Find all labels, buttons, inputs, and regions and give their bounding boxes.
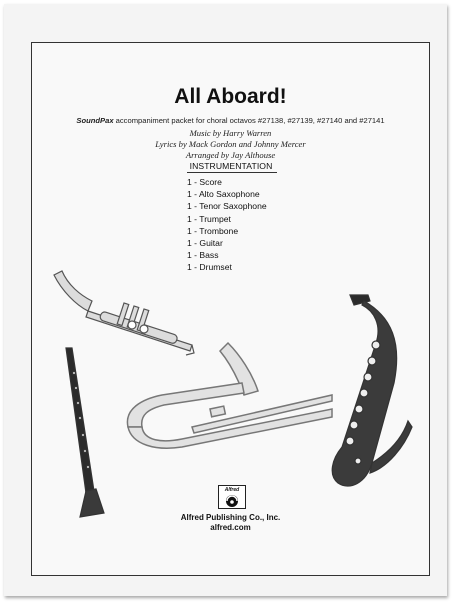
list-item: 1 - Tenor Saxophone	[187, 201, 267, 212]
publisher-url[interactable]: alfred.com	[210, 523, 251, 532]
instrumentation-heading: INSTRUMENTATION	[189, 161, 273, 171]
list-item: 1 - Alto Saxophone	[187, 189, 260, 200]
publisher-info	[32, 513, 429, 533]
clarinet-illustration	[66, 348, 104, 517]
cover-frame	[31, 42, 430, 576]
trombone-illustration	[127, 343, 332, 448]
publisher-name: Alfred Publishing Co., Inc.	[180, 513, 281, 522]
credit-music: Music by Harry Warren	[189, 128, 272, 138]
logo-emblem-icon	[219, 494, 245, 508]
list-item: 1 - Score	[187, 177, 222, 187]
list-item: 1 - Guitar	[187, 238, 223, 249]
sheet-music-cover	[4, 4, 447, 596]
credit-lyrics: Lyrics by Mack Gordon and Johnny Mercer	[155, 139, 306, 149]
list-item: 1 - Trombone	[187, 225, 239, 236]
subtitle-brand: SoundPax	[76, 116, 114, 125]
list-item: 1 - Trumpet	[187, 213, 231, 224]
subtitle-text: accompaniment packet for choral octavos #27138, #27139, #27140 and #27141	[113, 116, 385, 125]
logo-text: Alfred	[224, 487, 240, 493]
publisher-logo	[218, 485, 246, 509]
list-item: 1 - Drumset	[187, 262, 232, 273]
trumpet-illustration	[54, 271, 194, 355]
saxophone-illustration	[332, 295, 412, 486]
list-item: 1 - Bass	[187, 250, 219, 261]
credit-arranger: Arranged by Jay Althouse	[185, 150, 276, 160]
page-title: All Aboard!	[174, 85, 287, 108]
